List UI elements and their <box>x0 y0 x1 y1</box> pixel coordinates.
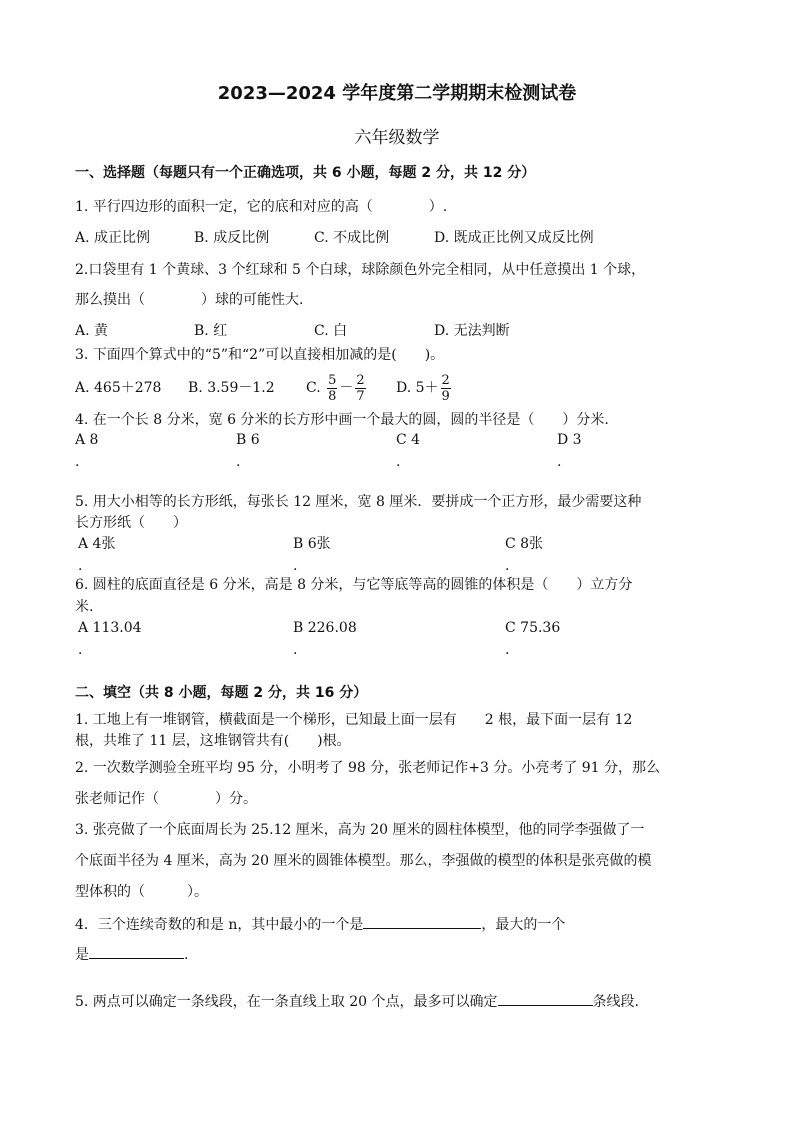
fraction-numerator: 5 <box>328 372 337 388</box>
fill-question-2-line1: 2. 一次数学测验全班平均 95 分，小明考了 98 分，张老师记作+3 分。小亮考了 91 分，那么 <box>75 760 661 776</box>
fill-question-4-line1 <box>75 914 565 935</box>
question-6-option-b: B 226.08 <box>293 620 357 636</box>
question-3-stem: 3. 下面四个算式中的“5”和“2”可以直接相加减的是( )。 <box>75 347 445 363</box>
option-dot: . <box>557 454 562 470</box>
question-1-option-a: A. 成正比例 <box>75 230 151 246</box>
question-5-option-a: A 4张 <box>78 536 116 552</box>
answer-blank[interactable] <box>363 914 481 929</box>
fill-question-4-text-c: 是 <box>75 947 89 963</box>
option-dot: . <box>236 454 241 470</box>
question-5-option-c: C 8张 <box>505 536 544 552</box>
minus-sign: － <box>339 380 354 396</box>
question-2-option-c: C. 白 <box>314 323 348 339</box>
option-dot: . <box>505 558 510 574</box>
option-c-prefix: C. <box>306 380 321 396</box>
question-6-stem-line1: 6. 圆柱的底面直径是 6 分米，高是 8 分米，与它等底等高的圆锥的体积是（ ）立方分 <box>75 577 633 593</box>
fill-question-5-text-a: 5. 两点可以确定一条线段，在一条直线上取 20 个点，最多可以确定 <box>75 994 498 1010</box>
fill-question-4-text-b: ，最大的一个 <box>481 917 566 933</box>
fill-question-1-line2: 根，共堆了 11 层，这堆钢管共有( )根。 <box>75 733 351 749</box>
section-heading-fill: 二、填空（共 8 小题，每题 2 分，共 16 分） <box>75 685 368 701</box>
question-6-option-c: C 75.36 <box>505 620 561 636</box>
fraction-2-7 <box>355 373 365 404</box>
option-dot: . <box>293 642 298 658</box>
option-dot: . <box>78 642 83 658</box>
question-2-option-a: A. 黄 <box>75 323 109 339</box>
question-1-option-d: D. 既成正比例又成反比例 <box>434 230 594 246</box>
question-4-option-a: A 8 <box>75 432 99 448</box>
question-1-stem: 1. 平行四边形的面积一定，它的底和对应的高（ ）. <box>75 199 448 215</box>
fill-question-3-line2: 个底面半径为 4 厘米，高为 20 厘米的圆锥体模型。那么，李强做的模型的体积是张亮做的模 <box>75 853 652 869</box>
option-dot: . <box>505 642 510 658</box>
fill-question-4-line2 <box>75 944 188 965</box>
fraction-denominator: 7 <box>356 388 365 404</box>
question-4-option-b: B 6 <box>236 432 260 448</box>
question-6-option-a: A 113.04 <box>78 620 142 636</box>
question-3-option-d <box>396 366 453 410</box>
question-1-option-c: C. 不成比例 <box>314 230 390 246</box>
fraction-numerator: 2 <box>441 372 450 388</box>
fill-question-2-line2: 张老师记作（ ）分。 <box>75 791 257 807</box>
question-3-option-a: A. 465＋278 <box>75 380 162 396</box>
fill-question-5-text-b: 条线段. <box>592 994 639 1010</box>
question-4-option-d: D 3 <box>557 432 582 448</box>
fraction-5-8 <box>327 373 337 404</box>
question-5-stem-line1: 5. 用大小相等的长方形纸，每张长 12 厘米，宽 8 厘米．要拼成一个正方形，最少需要这种 <box>75 494 642 510</box>
fraction-denominator: 9 <box>441 388 450 404</box>
fill-question-5 <box>75 991 639 1012</box>
fraction-denominator: 8 <box>328 388 337 404</box>
question-4-option-c: C 4 <box>396 432 421 448</box>
exam-title: 2023—2024 学年度第二学期期末检测试卷 <box>217 83 577 104</box>
option-dot: . <box>75 454 80 470</box>
fill-question-4-text-d: . <box>184 947 189 963</box>
answer-blank[interactable] <box>498 991 593 1006</box>
question-4-stem: 4. 在一个长 8 分米，宽 6 分米的长方形中画一个最大的圆，圆的半径是（ ）分米. <box>75 412 609 428</box>
question-3-option-b: B. 3.59－1.2 <box>188 380 275 396</box>
question-5-option-b: B 6张 <box>293 536 331 552</box>
section-heading-choice: 一、选择题（每题只有一个正确选项，共 6 小题，每题 2 分，共 12 分） <box>75 165 536 181</box>
fill-question-1-line1: 1. 工地上有一堆钢管，横截面是一个梯形，已知最上面一层有 2 根，最下面一层有 12 <box>75 712 633 728</box>
fill-question-3-line1: 3. 张亮做了一个底面周长为 25.12 厘米，高为 20 厘米的圆柱体模型，他的同学李强做了一 <box>75 822 645 838</box>
option-dot: . <box>78 558 83 574</box>
question-2-option-d: D. 无法判断 <box>434 323 510 339</box>
fill-question-4-text-a: 4．三个连续奇数的和是 n，其中最小的一个是 <box>75 917 364 933</box>
question-5-stem-line2: 长方形纸（ ） <box>75 515 187 531</box>
exam-subtitle: 六年级数学 <box>354 128 440 148</box>
question-1-option-b: B. 成反比例 <box>194 230 270 246</box>
option-dot: . <box>293 558 298 574</box>
answer-blank[interactable] <box>89 944 184 959</box>
question-6-stem-line2: 米. <box>75 599 94 615</box>
option-dot: . <box>396 454 401 470</box>
fraction-numerator: 2 <box>356 372 365 388</box>
fraction-2-9 <box>441 373 451 404</box>
option-d-prefix: D. 5＋ <box>396 380 439 396</box>
fill-question-3-line3: 型体积的（ ）。 <box>75 884 208 900</box>
question-2-option-b: B. 红 <box>194 323 228 339</box>
question-3-option-c <box>306 366 368 410</box>
question-2-stem-line1: 2.口袋里有 1 个黄球、3 个红球和 5 个白球，球除颜色外完全相同，从中任意摸出 1 个球， <box>75 262 646 278</box>
question-2-stem-line2: 那么摸出（ ）球的可能性大. <box>75 292 304 308</box>
